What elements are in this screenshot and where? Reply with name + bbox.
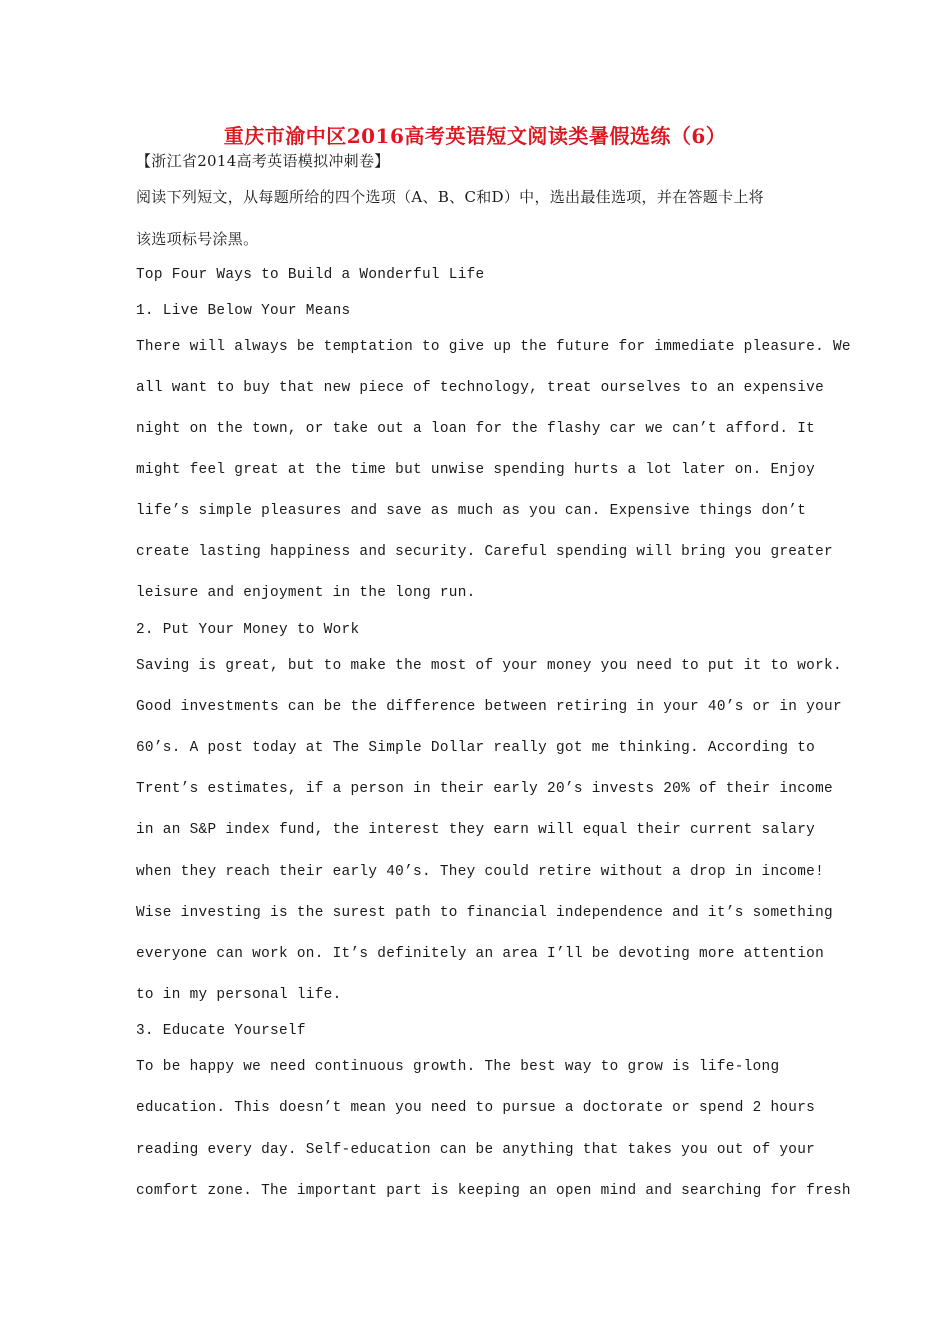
document-title: 重庆市渝中区2016高考英语短文阅读类暑假选练（6） xyxy=(223,124,727,148)
paragraph-line: Good investments can be the difference between retiring in your 40’s or in your xyxy=(136,699,842,715)
paragraph-line: There will always be temptation to give up the future for immediate pleasure. We xyxy=(136,339,851,355)
paragraph-line: when they reach their early 40’s. They could retire without a drop in income! xyxy=(136,864,825,880)
paragraph-line: Saving is great, but to make the most of your money you need to put it to work. xyxy=(136,658,842,674)
instruction-line-2: 该选项标号涂黑。 xyxy=(136,230,259,248)
paragraph-line: in an S&P index fund, the interest they earn will equal their current salary xyxy=(136,822,816,838)
paragraph-line: night on the town, or take out a loan for the flashy car we can’t afford. It xyxy=(136,421,816,437)
paragraph-line: to in my personal life. xyxy=(136,987,342,1003)
section-heading: 3. Educate Yourself xyxy=(136,1023,306,1039)
paragraph-line: all want to buy that new piece of technology, treat ourselves to an expensive xyxy=(136,380,825,396)
paragraph-line: leisure and enjoyment in the long run. xyxy=(136,585,476,601)
section-heading: 1. Live Below Your Means xyxy=(136,303,351,319)
paragraph-line: Trent’s estimates, if a person in their early 20’s invests 20% of their income xyxy=(136,781,833,797)
paragraph-line: education. This doesn’t mean you need to pursue a doctorate or spend 2 hours xyxy=(136,1100,816,1116)
paragraph-line: To be happy we need continuous growth. The best way to grow is life-long xyxy=(136,1059,780,1075)
paragraph-line: 60’s. A post today at The Simple Dollar really got me thinking. According to xyxy=(136,740,816,756)
instruction-line-1: 阅读下列短文，从每题所给的四个选项（A、B、C和D）中，选出最佳选项，并在答题卡上将 xyxy=(136,188,764,206)
paragraph-line: comfort zone. The important part is keeping an open mind and searching for fresh xyxy=(136,1183,851,1199)
article-title: Top Four Ways to Build a Wonderful Life xyxy=(136,267,485,283)
paragraph-line: life’s simple pleasures and save as much as you can. Expensive things don’t xyxy=(136,503,807,519)
paragraph-line: reading every day. Self-education can be anything that takes you out of your xyxy=(136,1142,816,1158)
paragraph-line: Wise investing is the surest path to financial independence and it’s something xyxy=(136,905,833,921)
source-label: 【浙江省2014高考英语模拟冲刺卷】 xyxy=(136,152,390,170)
paragraph-line: might feel great at the time but unwise spending hurts a lot later on. Enjoy xyxy=(136,462,816,478)
paragraph-line: create lasting happiness and security. Careful spending will bring you greater xyxy=(136,544,833,560)
paragraph-line: everyone can work on. It’s definitely an area I’ll be devoting more attention xyxy=(136,946,825,962)
section-heading: 2. Put Your Money to Work xyxy=(136,622,360,638)
